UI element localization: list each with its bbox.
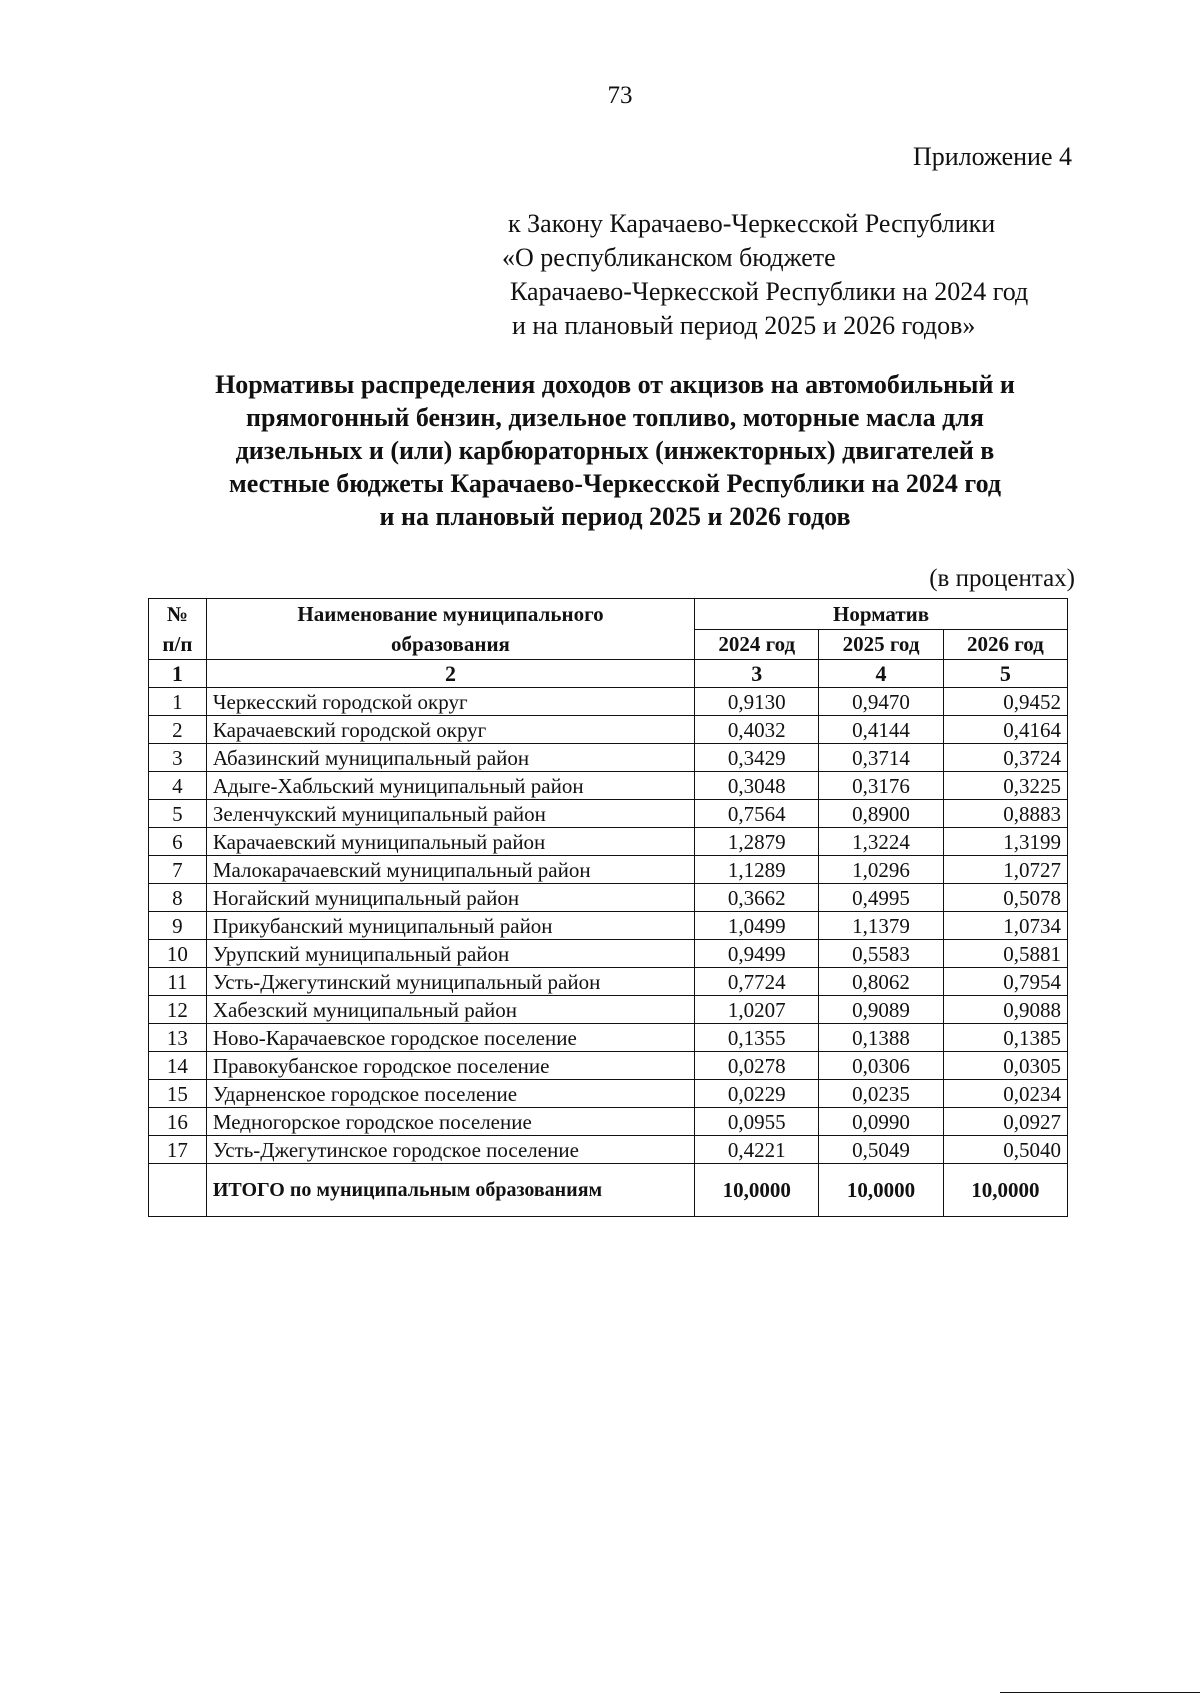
row-value-2025: 0,5049 (819, 1136, 943, 1164)
total-label: ИТОГО по муниципальным образованиям (206, 1164, 694, 1217)
row-name: Правокубанское городское поселение (206, 1052, 694, 1080)
table-row (149, 912, 1068, 940)
row-value-2024: 0,4032 (695, 716, 819, 744)
table-row (149, 940, 1068, 968)
row-number: 3 (149, 744, 207, 772)
row-value-2026: 0,0234 (943, 1080, 1067, 1108)
row-number: 15 (149, 1080, 207, 1108)
row-number: 14 (149, 1052, 207, 1080)
row-name: Ново-Карачаевское городское поселение (206, 1024, 694, 1052)
row-value-2026: 0,5881 (943, 940, 1067, 968)
row-name: Усть-Джегутинский муниципальный район (206, 968, 694, 996)
row-number: 16 (149, 1108, 207, 1136)
row-value-2026: 0,1385 (943, 1024, 1067, 1052)
header-year-2025: 2025 год (819, 629, 943, 660)
table-row (149, 1024, 1068, 1052)
row-number: 10 (149, 940, 207, 968)
row-value-2024: 0,0278 (695, 1052, 819, 1080)
column-index: 5 (943, 660, 1067, 688)
row-value-2026: 1,0727 (943, 856, 1067, 884)
row-number: 2 (149, 716, 207, 744)
table-row (149, 828, 1068, 856)
total-value-2025: 10,0000 (819, 1164, 943, 1217)
row-value-2026: 0,0305 (943, 1052, 1067, 1080)
row-name: Абазинский муниципальный район (206, 744, 694, 772)
row-value-2025: 0,8062 (819, 968, 943, 996)
row-value-2024: 0,3429 (695, 744, 819, 772)
title-line: и на плановый период 2025 и 2026 годов (379, 502, 851, 531)
row-value-2025: 0,3714 (819, 744, 943, 772)
column-index: 3 (695, 660, 819, 688)
column-index: 1 (149, 660, 207, 688)
row-value-2026: 0,8883 (943, 800, 1067, 828)
total-row (149, 1164, 1068, 1217)
row-value-2024: 0,0229 (695, 1080, 819, 1108)
row-number: 13 (149, 1024, 207, 1052)
law-reference-line: «О республиканском бюджете (502, 243, 836, 272)
title-line: дизельных и (или) карбюраторных (инжекторных) двигателей в (235, 436, 995, 465)
row-value-2026: 1,0734 (943, 912, 1067, 940)
law-reference-line: к Закону Карачаево-Черкесской Республики (508, 209, 996, 238)
row-number: 17 (149, 1136, 207, 1164)
row-value-2025: 0,3176 (819, 772, 943, 800)
row-name: Карачаевский муниципальный район (206, 828, 694, 856)
table-row (149, 688, 1068, 716)
row-name: Прикубанский муниципальный район (206, 912, 694, 940)
row-value-2026: 1,3199 (943, 828, 1067, 856)
row-value-2025: 1,0296 (819, 856, 943, 884)
row-value-2024: 1,0499 (695, 912, 819, 940)
row-value-2024: 0,7564 (695, 800, 819, 828)
row-number: 6 (149, 828, 207, 856)
title-line: местные бюджеты Карачаево-Черкесской Республики на 2024 год (229, 469, 1001, 498)
column-index-row (149, 660, 1068, 688)
title-line: прямогонный бензин, дизельное топливо, моторные масла для (246, 403, 984, 432)
row-name: Ударненское городское поселение (206, 1080, 694, 1108)
row-value-2025: 0,1388 (819, 1024, 943, 1052)
header-year-2026: 2026 год (943, 629, 1067, 660)
row-value-2024: 0,9130 (695, 688, 819, 716)
table-row (149, 968, 1068, 996)
row-value-2025: 1,1379 (819, 912, 943, 940)
table-row (149, 884, 1068, 912)
table-row (149, 856, 1068, 884)
row-name: Хабезский муниципальный район (206, 996, 694, 1024)
appendix-label: Приложение 4 (912, 142, 1072, 171)
row-value-2026: 0,3724 (943, 744, 1067, 772)
row-value-2026: 0,3225 (943, 772, 1067, 800)
total-value-2024: 10,0000 (695, 1164, 819, 1217)
table-row (149, 744, 1068, 772)
row-value-2024: 1,1289 (695, 856, 819, 884)
row-value-2026: 0,9088 (943, 996, 1067, 1024)
row-name: Медногорское городское поселение (206, 1108, 694, 1136)
row-value-2024: 0,3662 (695, 884, 819, 912)
row-name: Черкесский городской округ (206, 688, 694, 716)
row-value-2024: 1,0207 (695, 996, 819, 1024)
table-row (149, 1080, 1068, 1108)
table-row (149, 996, 1068, 1024)
title-line: Нормативы распределения доходов от акцизов на автомобильный и (215, 370, 1015, 399)
row-value-2025: 0,0990 (819, 1108, 943, 1136)
row-value-2024: 1,2879 (695, 828, 819, 856)
row-value-2024: 0,0955 (695, 1108, 819, 1136)
row-value-2024: 0,4221 (695, 1136, 819, 1164)
column-index: 4 (819, 660, 943, 688)
column-index: 2 (206, 660, 694, 688)
law-reference (502, 207, 1029, 343)
row-value-2026: 0,0927 (943, 1108, 1067, 1136)
row-value-2025: 1,3224 (819, 828, 943, 856)
row-name: Зеленчукский муниципальный район (206, 800, 694, 828)
table-row (149, 716, 1068, 744)
row-value-2026: 0,4164 (943, 716, 1067, 744)
document-title (150, 368, 1080, 533)
table-row (149, 800, 1068, 828)
row-name: Ногайский муниципальный район (206, 884, 694, 912)
row-value-2025: 0,4144 (819, 716, 943, 744)
row-value-2026: 0,9452 (943, 688, 1067, 716)
row-name: Адыге-Хабльский муниципальный район (206, 772, 694, 800)
row-value-2025: 0,0235 (819, 1080, 943, 1108)
table-row (149, 1136, 1068, 1164)
row-value-2025: 0,0306 (819, 1052, 943, 1080)
row-value-2026: 0,5040 (943, 1136, 1067, 1164)
row-name: Карачаевский городской округ (206, 716, 694, 744)
total-value-2026: 10,0000 (943, 1164, 1067, 1217)
row-number: 11 (149, 968, 207, 996)
row-number: 1 (149, 688, 207, 716)
header-normative: Норматив (695, 599, 1068, 630)
page-number: 73 (607, 82, 633, 109)
row-number: 7 (149, 856, 207, 884)
row-number: 8 (149, 884, 207, 912)
header-year-2024: 2024 год (695, 629, 819, 660)
row-number: 4 (149, 772, 207, 800)
row-value-2026: 0,7954 (943, 968, 1067, 996)
total-number (149, 1164, 207, 1217)
row-value-2025: 0,9089 (819, 996, 943, 1024)
footer-divider (1000, 1692, 1200, 1693)
row-number: 5 (149, 800, 207, 828)
row-value-2024: 0,1355 (695, 1024, 819, 1052)
units-note: (в процентах) (929, 565, 1075, 592)
row-value-2025: 0,9470 (819, 688, 943, 716)
table-row (149, 772, 1068, 800)
law-reference-line: Карачаево-Черкесской Республики на 2024 год (510, 277, 1029, 306)
header-num: № п/п (149, 599, 207, 660)
row-value-2024: 0,9499 (695, 940, 819, 968)
row-value-2026: 0,5078 (943, 884, 1067, 912)
normatives-table (148, 598, 1068, 1217)
row-name: Усть-Джегутинское городское поселение (206, 1136, 694, 1164)
row-value-2025: 0,8900 (819, 800, 943, 828)
header-name: Наименование муниципального образования (206, 599, 694, 660)
row-value-2025: 0,5583 (819, 940, 943, 968)
row-value-2024: 0,3048 (695, 772, 819, 800)
row-number: 12 (149, 996, 207, 1024)
row-number: 9 (149, 912, 207, 940)
row-value-2025: 0,4995 (819, 884, 943, 912)
table-row (149, 1052, 1068, 1080)
table-row (149, 1108, 1068, 1136)
row-value-2024: 0,7724 (695, 968, 819, 996)
row-name: Урупский муниципальный район (206, 940, 694, 968)
law-reference-line: и на плановый период 2025 и 2026 годов» (512, 311, 976, 340)
row-name: Малокарачаевский муниципальный район (206, 856, 694, 884)
